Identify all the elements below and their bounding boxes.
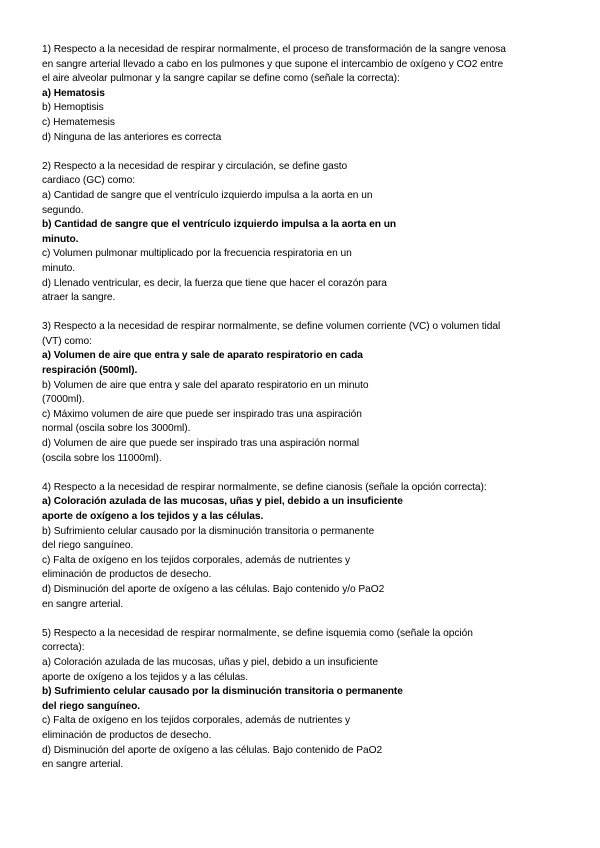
text-line: atraer la sangre. — [42, 292, 116, 304]
text-line: segundo. — [42, 204, 84, 216]
question-block-2 — [42, 160, 582, 306]
text-line: b) Sufrimiento celular causado por la disminución transitoria o permanente — [42, 525, 375, 537]
text-line: del riego sanguíneo. — [42, 540, 134, 552]
text-line: correcta): — [42, 642, 85, 654]
text-line: cardiaco (GC) como: — [42, 175, 136, 187]
text-line: (7000ml). — [42, 394, 85, 406]
text-line: b) Volumen de aire que entra y sale del aparato respiratorio en un minuto — [42, 379, 369, 391]
text-line: en sangre arterial. — [42, 759, 124, 771]
text-line: eliminación de productos de desecho. — [42, 569, 212, 581]
text-line: (oscila sobre los 11000ml). — [42, 452, 162, 464]
correct-answer-line: a) Hematosis — [42, 87, 105, 99]
correct-answer-line: respiración (500ml). — [42, 365, 138, 377]
question-stem-line: 3) Respecto a la necesidad de respirar normalmente, se define volumen corriente (VC) o volumen tidal — [42, 321, 501, 333]
text-line: el aire alveolar pulmonar y la sangre capilar se define como (señale la correcta): — [42, 73, 400, 85]
question-stem-line: 5) Respecto a la necesidad de respirar normalmente, se define isquemia como (señale la opción — [42, 627, 473, 639]
text-line: b) Hemoptisis — [42, 102, 104, 114]
text-line: a) Cantidad de sangre que el ventrículo izquierdo impulsa a la aorta en un — [42, 189, 373, 201]
text-line: c) Volumen pulmonar multiplicado por la frecuencia respiratoria en un — [42, 248, 352, 260]
text-line: en sangre arterial. — [42, 598, 124, 610]
text-line: d) Disminución del aporte de oxígeno a las células. Bajo contenido de PaO2 — [42, 744, 383, 756]
text-line: c) Falta de oxígeno en los tejidos corporales, además de nutrientes y — [42, 715, 351, 727]
document-page — [42, 43, 582, 787]
correct-answer-line: minuto. — [42, 233, 79, 245]
text-line: d) Disminución del aporte de oxígeno a las células. Bajo contenido y/o PaO2 — [42, 583, 385, 595]
correct-answer-line: b) Cantidad de sangre que el ventrículo izquierdo impulsa a la aorta en un — [42, 219, 397, 231]
question-stem-line: 2) Respecto a la necesidad de respirar y circulación, se define gasto — [42, 160, 348, 172]
text-line: d) Ninguna de las anteriores es correcta — [42, 131, 222, 143]
correct-answer-line: del riego sanguíneo. — [42, 700, 141, 712]
text-line: c) Falta de oxígeno en los tejidos corporales, además de nutrientes y — [42, 554, 351, 566]
text-line: a) Coloración azulada de las mucosas, uñas y piel, debido a un insuficiente — [42, 656, 379, 668]
correct-answer-line: b) Sufrimiento celular causado por la disminución transitoria o permanente — [42, 686, 403, 698]
question-stem-line: 4) Respecto a la necesidad de respirar normalmente, se define cianosis (señale la opción correcta): — [42, 481, 487, 493]
question-block-1 — [42, 43, 582, 145]
correct-answer-line: a) Coloración azulada de las mucosas, uñas y piel, debido a un insuficiente — [42, 496, 403, 508]
question-stem-line: 1) Respecto a la necesidad de respirar normalmente, el proceso de transformación de la sangre venosa — [42, 44, 506, 55]
text-line: aporte de oxígeno a los tejidos y a las células. — [42, 671, 249, 683]
correct-answer-line: aporte de oxígeno a los tejidos y a las células. — [42, 511, 264, 522]
correct-answer-line: a) Volumen de aire que entra y sale de aparato respiratorio en cada — [42, 350, 363, 362]
text-line: (VT) como: — [42, 335, 92, 347]
text-line: c) Máximo volumen de aire que puede ser inspirado tras una aspiración — [42, 408, 362, 420]
text-line: d) Volumen de aire que puede ser inspirado tras una aspiración normal — [42, 438, 360, 450]
question-block-5 — [42, 627, 582, 773]
text-line: d) Llenado ventricular, es decir, la fuerza que tiene que hacer el corazón para — [42, 277, 387, 289]
question-block-4 — [42, 481, 582, 612]
text-line: minuto. — [42, 262, 76, 274]
text-line: c) Hematemesis — [42, 116, 115, 128]
text-line: eliminación de productos de desecho. — [42, 729, 212, 741]
question-block-3 — [42, 320, 582, 466]
text-line: en sangre arterial llevado a cabo en los pulmones y que supone el intercambio de oxígeno y CO2 entre — [42, 58, 504, 70]
text-line: normal (oscila sobre los 3000ml). — [42, 423, 191, 435]
